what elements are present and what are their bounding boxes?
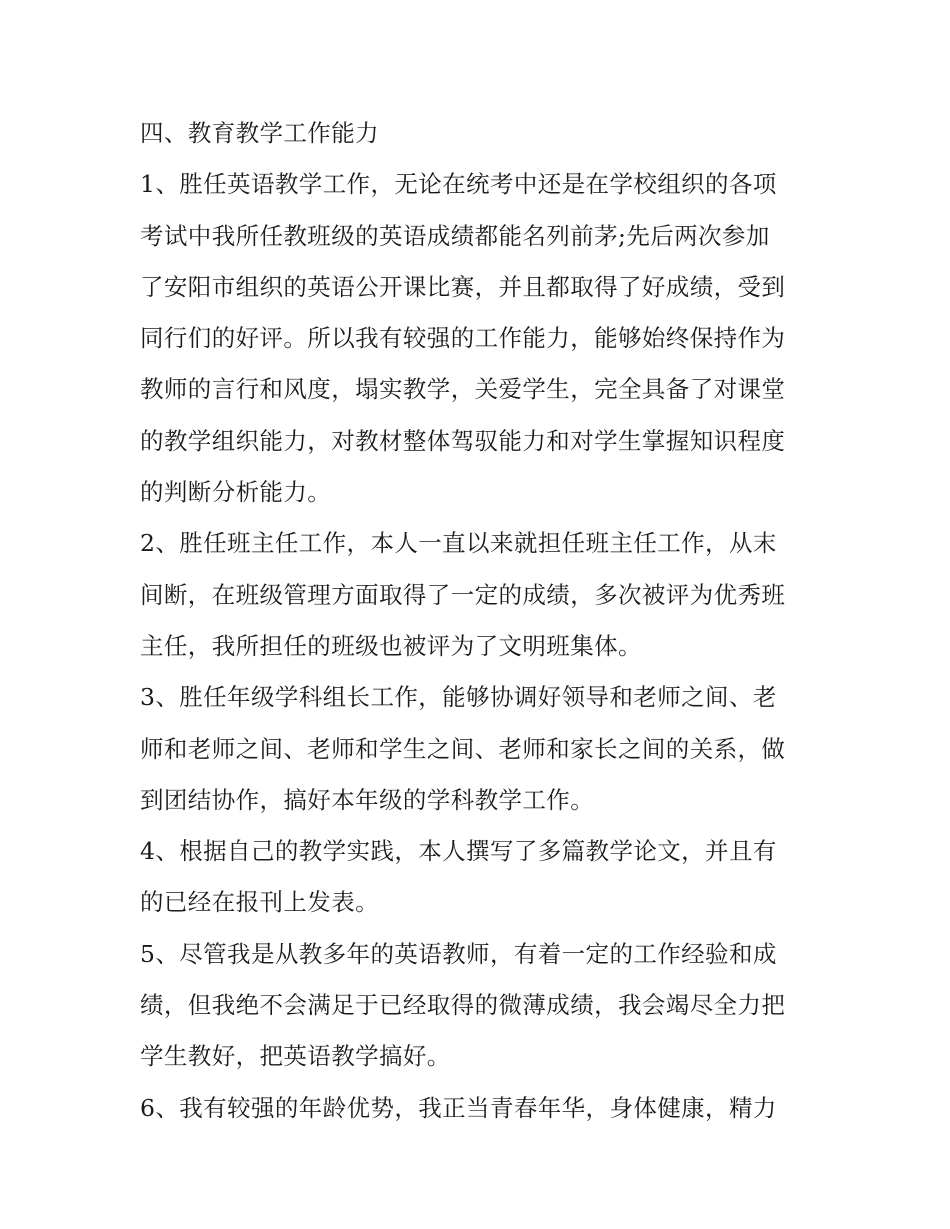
text-line: 绩，但我绝不会满足于已经取得的微薄成绩，我会竭尽全力把 bbox=[140, 991, 786, 1020]
text-line: 学生教好，把英语教学搞好。 bbox=[140, 1042, 451, 1071]
text-line: 的已经在报刊上发表。 bbox=[140, 888, 379, 917]
text-line: 了安阳市组织的英语公开课比赛，并且都取得了好成绩，受到 bbox=[140, 272, 786, 301]
text-line: 教师的言行和风度，塌实教学，关爱学生，完全具备了对课堂 bbox=[140, 375, 786, 404]
text-line: 考试中我所任教班级的英语成绩都能名列前茅;先后两次参加 bbox=[140, 221, 770, 250]
text-line: 到团结协作，搞好本年级的学科教学工作。 bbox=[140, 785, 595, 814]
text-line: 同行们的好评。所以我有较强的工作能力，能够始终保持作为 bbox=[140, 324, 786, 353]
text-line: 的判断分析能力。 bbox=[140, 478, 332, 507]
text-line: 5、尽管我是从教多年的英语教师，有着一定的工作经验和成 bbox=[140, 939, 777, 968]
text-line: 6、我有较强的年龄优势，我正当青春年华，身体健康，精力 bbox=[140, 1093, 777, 1122]
text-line: 4、根据自己的教学实践，本人撰写了多篇教学论文，并且有 bbox=[140, 837, 777, 866]
text-line: 2、胜任班主任工作，本人一直以来就担任班主任工作，从末 bbox=[140, 529, 777, 558]
text-line: 师和老师之间、老师和学生之间、老师和家长之间的关系，做 bbox=[140, 734, 786, 763]
text-line: 主任，我所担任的班级也被评为了文明班集体。 bbox=[140, 631, 642, 660]
text-line: 间断，在班级管理方面取得了一定的成绩，多次被评为优秀班 bbox=[140, 580, 786, 609]
text-line: 的教学组织能力，对教材整体驾驭能力和对学生掌握知识程度 bbox=[140, 426, 786, 455]
section-heading: 四、教育教学工作能力 bbox=[140, 119, 379, 147]
text-line: 3、胜任年级学科组长工作，能够协调好领导和老师之间、老 bbox=[140, 683, 777, 712]
document-body bbox=[140, 108, 820, 1134]
text-line: 1、胜任英语教学工作，无论在统考中还是在学校组织的各项 bbox=[140, 170, 777, 199]
